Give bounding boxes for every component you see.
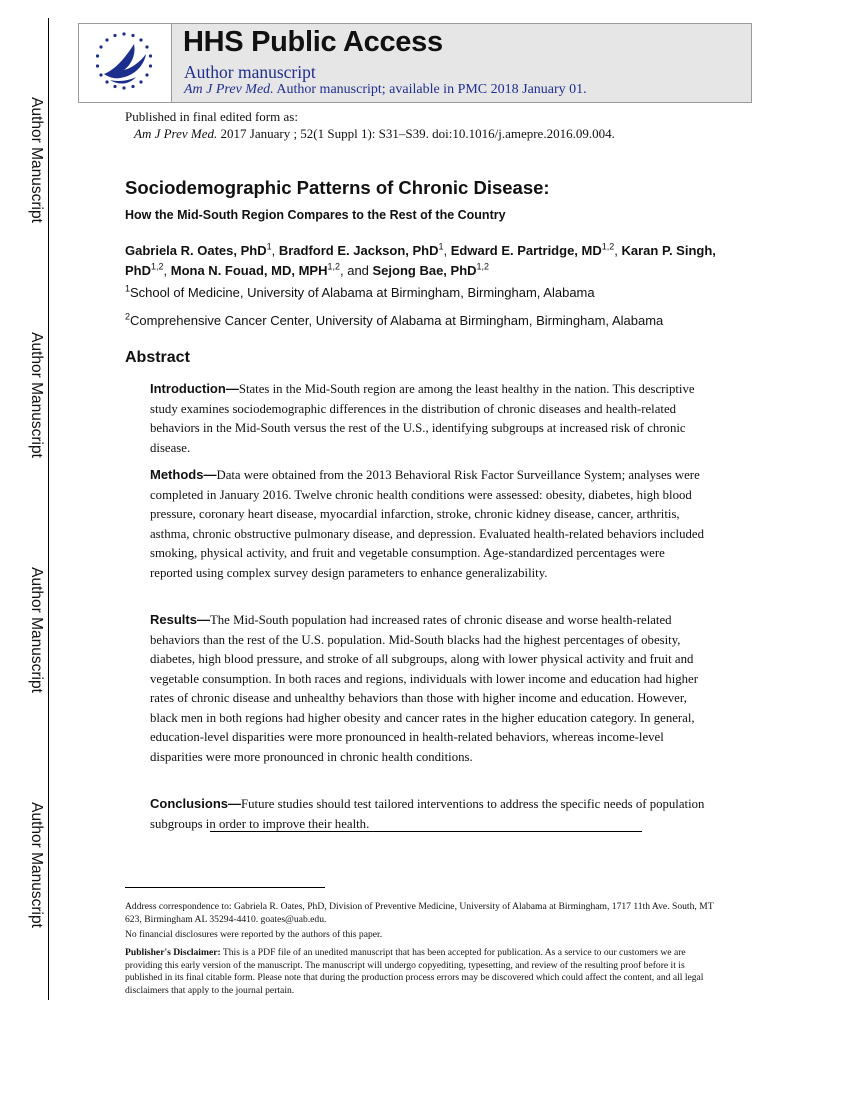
sidebar-label: Author Manuscript <box>28 567 45 693</box>
hhs-eagle-icon <box>90 30 158 96</box>
author-name: Mona N. Fouad, MD, MPH <box>170 263 328 278</box>
author-list: Gabriela R. Oates, PhD$^1$, Bradford E. Jackson, PhD$^1$, Edward E. Partridge, MD$^{1,2}$, Karan P. Singh, PhD$^{1,2}$, Mona N. Fouad, MD, MPH$^{1,2}$, and Sejong Bae, PhD$^{1,2}$ <box>125 241 716 278</box>
article-title: Sociodemographic Patterns of Chronic Disease: <box>125 177 550 198</box>
affiliation: $^1$School of Medicine, University of Alabama at Birmingham, Birmingham, Alabama <box>125 283 595 300</box>
abstract-heading: Abstract <box>125 349 190 366</box>
sidebar-label: Author Manuscript <box>28 332 45 458</box>
affiliation: $^2$Comprehensive Cancer Center, University of Alabama at Birmingham, Birmingham, Alabama <box>125 311 664 328</box>
author-name: Bradford E. Jackson, PhD <box>278 243 439 258</box>
hhs-header <box>78 23 752 103</box>
disclosure-note: No financial disclosures were reported by the authors of this paper. <box>125 929 383 940</box>
publisher-disclaimer: Publisher's Disclaimer: This is a PDF file of an unedited manuscript that has been accepted for publication. As a service to our customers we are providing this early version of the manuscript. The manuscript will undergo copyediting, typesetting, and review of the resulting proof before it is published in its final citable form. Please note that during the production process errors may be discovered which could affect the content, and all legal disclaimers that apply to the journal pertain. <box>125 947 704 996</box>
abstract-results: Results—The Mid-South population had increased rates of chronic disease and worse health-related behaviors than the rest of the U.S. population. Mid-South blacks had the highest percentages of obesity, diabetes, high blood pressure, and stroke of all subgroups, along with lower physical activity and fruit and vegetable consumption. In both races and regions, individuals with lower income and education had higher rates of chronic disease and unhealthy behaviors than those with higher income and education. However, black men in both regions had higher obesity and cancer rates in the higher education category. In general, education-level disparities were more pronounced in health-related behaviors, whereas income-level disparities were more pronounced in chronic health conditions. <box>150 612 698 764</box>
author-name: Sejong Bae, PhD <box>372 263 477 278</box>
hhs-title: HHS Public Access <box>183 26 443 58</box>
availability-line: Am J Prev Med. Author manuscript; available in PMC 2018 January 01. <box>184 82 587 97</box>
abstract-introduction: Introduction—States in the Mid-South region are among the least healthy in the nation. This descriptive study examines sociodemographic differences in the distribution of chronic diseases and health-related behaviors in the Mid-South versus the rest of the U.S., identifying subgroups at increased risk of chronic disease. <box>150 381 695 455</box>
author-name: Edward E. Partridge, MD <box>450 243 602 258</box>
author-name: Karan P. Singh, PhD <box>125 243 716 278</box>
sidebar-label: Author Manuscript <box>28 802 45 928</box>
publication-citation: Am J Prev Med. 2017 January ; 52(1 Suppl 1): S31–S39. doi:10.1016/j.amepre.2016.09.004. <box>134 126 615 141</box>
abstract-methods: Methods—Data were obtained from the 2013 Behavioral Risk Factor Surveillance System; analyses were completed in January 2016. Twelve chronic health conditions were assessed: obesity, diabetes, high blood pressure, coronary heart disease, myocardial infarction, stroke, chronic kidney disease, cancer, arthritis, asthma, chronic obstructive pulmonary disease, and depression. Evaluated health-related behaviors included smoking, physical activity, and fruit and vegetable consumption. Age-standardized percentages were reported using complex survey design parameters to enhance generalizability. <box>150 467 704 580</box>
divider <box>210 831 642 832</box>
sidebar-label: Author Manuscript <box>28 97 45 223</box>
hhs-logo <box>79 24 172 102</box>
abstract-conclusions: Conclusions—Future studies should test tailored interventions to address the specific needs of population subgroups in order to improve their health. <box>150 796 705 831</box>
article-subtitle: How the Mid-South Region Compares to the Rest of the Country <box>125 208 506 222</box>
sidebar-rule <box>48 18 49 1000</box>
footnote-divider <box>125 887 325 888</box>
author-name: Gabriela R. Oates, PhD <box>125 243 267 258</box>
published-label: Published in final edited form as: <box>125 109 298 124</box>
correspondence-note: Address correspondence to: Gabriela R. Oates, PhD, Division of Preventive Medicine, University of Alabama at Birmingham, 1717 11th Ave. South, MT 623, Birmingham AL 35294-4410. goates@uab.edu. <box>125 901 714 925</box>
manuscript-type: Author manuscript <box>184 62 316 82</box>
